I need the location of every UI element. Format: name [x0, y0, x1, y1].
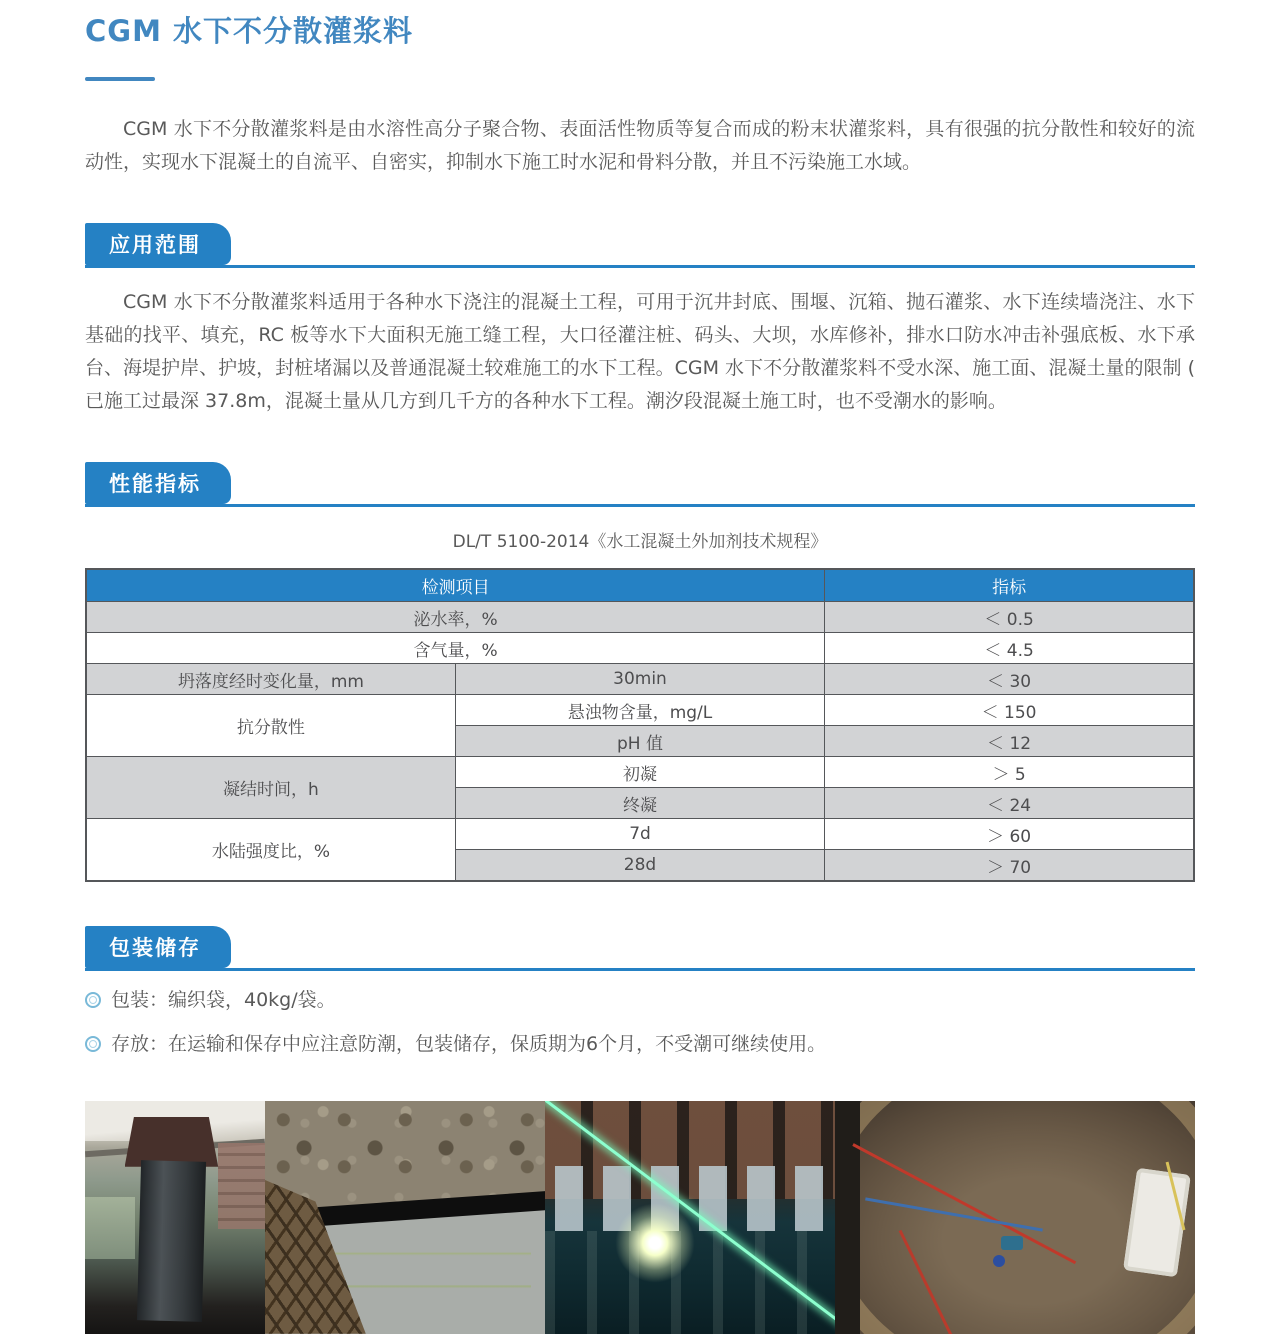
- cell-setting-value1: ＞ 5: [825, 757, 1194, 788]
- cell-setting-sub1: 初凝: [455, 757, 824, 788]
- cell-strength-sub1: 7d: [455, 819, 824, 850]
- table-row: [86, 819, 1194, 850]
- performance-table: [85, 568, 1195, 882]
- ring-bullet-icon: [85, 1036, 101, 1052]
- photo4-machine: [1001, 1236, 1023, 1250]
- storage-bullet-text: 存放：在运输和保存中应注意防潮，包装储存，保质期为6个月，不受潮可继续使用。: [111, 1032, 827, 1055]
- cell-slump-sub: 30min: [455, 664, 824, 695]
- table-row: [86, 633, 1194, 664]
- photo4-dark-edge: [835, 1101, 860, 1334]
- cell-antidispersion-value1: ＜ 150: [825, 695, 1194, 726]
- document-page: [85, 0, 1195, 1334]
- photo1-column: [137, 1160, 206, 1322]
- standard-note: DL/T 5100-2014《水工混凝土外加剂技术规程》: [452, 531, 828, 552]
- cell-bleeding-value: ＜ 0.5: [825, 602, 1194, 633]
- section-badge-performance: 性能指标: [85, 462, 231, 504]
- cell-air-item: 含气量，%: [86, 633, 825, 664]
- photo-strip: [85, 1101, 1195, 1334]
- section-badge-application: 应用范围: [85, 223, 231, 265]
- photo-caisson-overhead: [835, 1101, 1195, 1334]
- cell-antidispersion-sub2: pH 值: [455, 726, 824, 757]
- photo-pile-cap-site: [85, 1101, 265, 1334]
- section-header-application: [85, 223, 1195, 268]
- section-badge-packaging: 包装储存: [85, 926, 231, 968]
- packaging-bullet-list: [85, 985, 1195, 1059]
- table-row: [86, 695, 1194, 726]
- cell-slump-value: ＜ 30: [825, 664, 1194, 695]
- table-header-row: [86, 569, 1194, 602]
- list-item: [85, 985, 1195, 1015]
- photo1-bricks: [218, 1143, 265, 1229]
- cell-air-value: ＜ 4.5: [825, 633, 1194, 664]
- table-header-item: 检测项目: [86, 569, 825, 602]
- page-title: CGM 水下不分散灌浆料: [85, 14, 414, 48]
- cell-antidispersion-item: 抗分散性: [86, 695, 455, 757]
- table-row: [86, 757, 1194, 788]
- photo3-work-light: [615, 1203, 695, 1283]
- cell-strength-value2: ＞ 70: [825, 850, 1194, 881]
- cell-strength-value1: ＞ 60: [825, 819, 1194, 850]
- table-row: [86, 602, 1194, 633]
- packaging-bullet-text: 包装：编织袋，40kg/袋。: [111, 988, 336, 1011]
- table-header-index: 指标: [825, 569, 1194, 602]
- table-row: [86, 664, 1194, 695]
- cell-antidispersion-sub1: 悬浊物含量，mg/L: [455, 695, 824, 726]
- cell-antidispersion-value2: ＜ 12: [825, 726, 1194, 757]
- application-paragraph: CGM 水下不分散灌浆料适用于各种水下浇注的混凝土工程，可用于沉井封底、围堰、沉箱、抛石灌浆、水下连续墙浇注、水下基础的找平、填充，RC 板等水下大面积无施工缝工程，大口径灌注桩、码头、大坝，水库修补，排水口防水冲击补强底板、水下承台、海堤护岸、护坡，封桩堵漏以及普通混凝土较难施工的水下工程。CGM 水下不分散灌浆料不受水深、施工面、混凝土量的限制 ( 已施工过最深 37.8m，混凝土量从几方到几千方的各种水下工程。潮汐段混凝土施工时，也不受潮水的影响。: [85, 290, 1195, 412]
- cell-bleeding-item: 泌水率，%: [86, 602, 825, 633]
- list-item: [85, 1029, 1195, 1059]
- ring-bullet-icon: [85, 992, 101, 1008]
- cell-slump-item: 坍落度经时变化量，mm: [86, 664, 455, 695]
- photo1-water: [85, 1197, 135, 1259]
- intro-paragraph: CGM 水下不分散灌浆料是由水溶性高分子聚合物、表面活性物质等复合而成的粉末状灌浆料，具有很强的抗分散性和较好的流动性，实现水下混凝土的自流平、自密实，抑制水下施工时水泥和骨料分散，并且不污染施工水域。: [85, 117, 1195, 173]
- section-header-performance: [85, 462, 1195, 507]
- cell-setting-item: 凝结时间，h: [86, 757, 455, 819]
- cell-setting-value2: ＜ 24: [825, 788, 1194, 819]
- title-underline: [85, 77, 155, 81]
- cell-setting-sub2: 终凝: [455, 788, 824, 819]
- photo1-cap: [125, 1117, 219, 1167]
- cell-strength-sub2: 28d: [455, 850, 824, 881]
- photo-night-piers-laser: [545, 1101, 835, 1334]
- photo-pile-collar-repair: [265, 1101, 545, 1334]
- cell-strength-item: 水陆强度比，%: [86, 819, 455, 881]
- section-header-packaging: [85, 926, 1195, 971]
- photo4-blue-dot: [993, 1255, 1005, 1267]
